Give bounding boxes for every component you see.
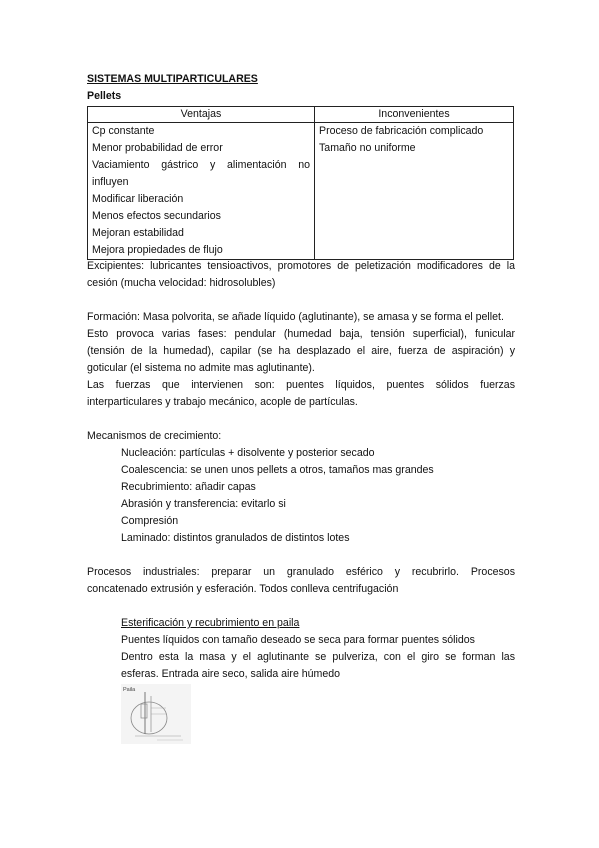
text-line: Las fuerzas que intervienen son: puentes líquidos, puentes sólidos fuerzas xyxy=(87,379,515,391)
list-item: Recubrimiento: añadir capas xyxy=(121,481,256,493)
text-line: concatenado extrusión y esferación. Todos conlleva centrifugación xyxy=(87,583,399,595)
section-subtitle: Pellets xyxy=(87,90,122,102)
text-line: Esto provoca varias fases: pendular (humedad baja, tensión superficial), funicular xyxy=(87,328,515,340)
esferificacion-heading: Esterificación y recubrimiento en paila xyxy=(121,617,300,629)
list-item: Tamaño no uniforme xyxy=(319,142,416,154)
list-item: Mejoran estabilidad xyxy=(92,227,184,239)
formacion-paragraph xyxy=(87,309,515,411)
text-line: Puentes líquidos con tamaño deseado se seca para formar puentes sólidos xyxy=(121,634,475,646)
text-line: (tensión de la humedad), capilar (se ha desplazado el aire, fuerza de aspiración) y xyxy=(87,345,515,357)
list-item: influyen xyxy=(92,176,129,188)
header-inconvenientes: Inconvenientes xyxy=(315,107,514,123)
text-line: Procesos industriales: preparar un granulado esférico y recubrirlo. Procesos xyxy=(87,566,515,578)
list-item: Compresión xyxy=(121,515,179,527)
table-header-row xyxy=(88,107,514,123)
list-item: Modificar liberación xyxy=(92,193,184,205)
list-item: Vaciamiento gástrico y alimentación no xyxy=(92,159,310,171)
text-line: interparticulares y trabajo mecánico, acople de partículas. xyxy=(87,396,358,408)
text-line: cesión (mucha velocidad: hidrosolubles) xyxy=(87,277,276,289)
diagram-label: Paila xyxy=(123,687,136,693)
list-item: Cp constante xyxy=(92,125,155,137)
excipientes-paragraph xyxy=(87,258,515,292)
list-item: Proceso de fabricación complicado xyxy=(319,125,484,137)
list-item: Coalescencia: se unen unos pellets a otros, tamaños mas grandes xyxy=(121,464,434,476)
mecanismos-heading: Mecanismos de crecimiento: xyxy=(87,430,222,442)
text-line: goticular (el sistema no admite mas aglutinante). xyxy=(87,362,315,374)
pros-cons-table xyxy=(87,106,514,260)
text-line: Dentro esta la masa y el aglutinante se pulveriza, con el giro se forman las xyxy=(121,651,515,663)
list-item: Abrasión y transferencia: evitarlo si xyxy=(121,498,286,510)
text-line: Excipientes: lubricantes tensioactivos, promotores de peletización modificadores de la xyxy=(87,260,515,272)
list-item: Mejora propiedades de flujo xyxy=(92,244,223,256)
procesos-paragraph xyxy=(87,564,515,598)
list-item: Menor probabilidad de error xyxy=(92,142,223,154)
list-item: Nucleación: partículas + disolvente y posterior secado xyxy=(121,447,375,459)
list-item: Menos efectos secundarios xyxy=(92,210,221,222)
inconvenientes-cell xyxy=(315,123,514,260)
ventajas-cell xyxy=(88,123,315,260)
text-line: esferas. Entrada aire seco, salida aire húmedo xyxy=(121,668,341,680)
text-line: Formación: Masa polvorita, se añade líquido (aglutinante), se amasa y se forma el pellet. xyxy=(87,311,504,323)
list-item: Laminado: distintos granulados de distintos lotes xyxy=(121,532,350,544)
esferificacion-paragraph xyxy=(121,632,515,683)
document-title: SISTEMAS MULTIPARTICULARES xyxy=(87,73,258,85)
header-ventajas: Ventajas xyxy=(88,107,315,123)
table-body-row xyxy=(88,123,514,260)
paila-diagram xyxy=(121,684,191,744)
